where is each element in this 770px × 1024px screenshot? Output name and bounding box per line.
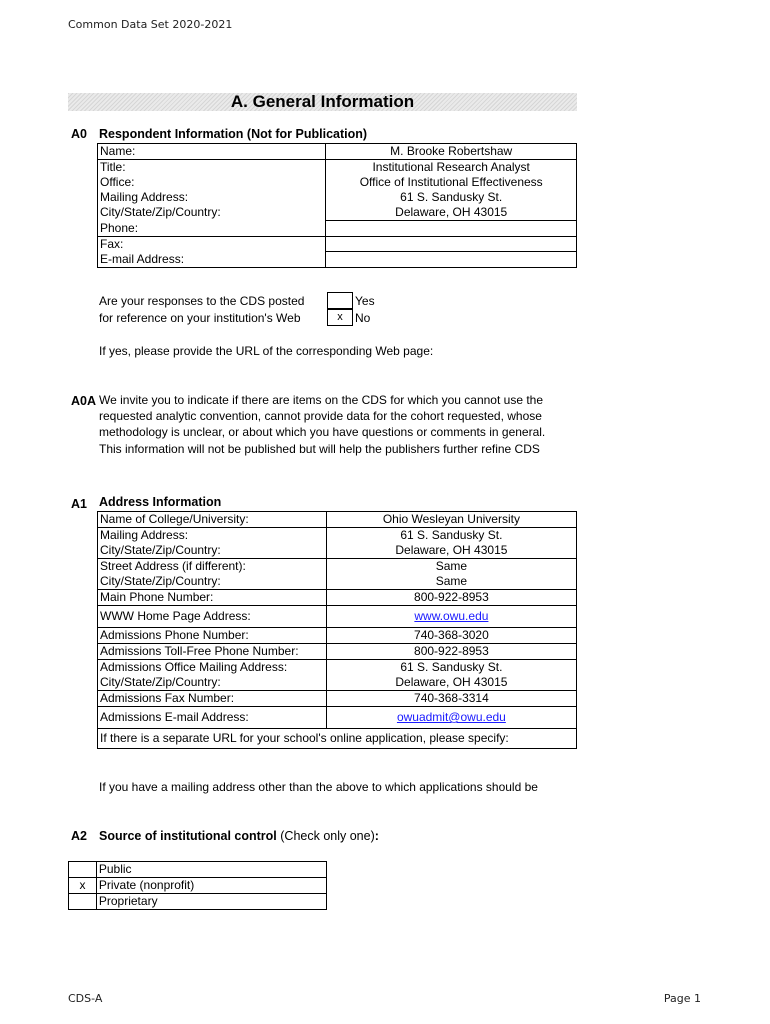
posted-question-line2: for reference on your institution's Web: [99, 311, 301, 325]
row-value: Office of Institutional Effectiveness: [326, 175, 577, 190]
url-prompt: If yes, please provide the URL of the corresponding Web page:: [99, 344, 434, 358]
row-label: Fax:: [98, 236, 326, 252]
table-row: [98, 628, 577, 644]
row-label: Title:: [98, 160, 326, 176]
a0a-line: requested analytic convention, cannot provide data for the cohort requested, whose: [99, 409, 542, 423]
row-value: [326, 252, 577, 268]
row-label: Office:: [98, 175, 326, 190]
document-header: Common Data Set 2020-2021: [68, 18, 233, 31]
row-value: Ohio Wesleyan University: [326, 512, 576, 528]
row-value: Delaware, OH 43015: [326, 205, 577, 221]
row-label: Name of College/University:: [98, 512, 327, 528]
table-row: [98, 707, 577, 729]
a2-control-table: [68, 861, 327, 910]
option-label: Proprietary: [96, 894, 326, 910]
option-checkbox[interactable]: x: [69, 878, 97, 894]
row-value: [326, 236, 577, 252]
table-row: [98, 543, 577, 559]
table-row: [98, 144, 577, 160]
home-page-link[interactable]: www.owu.edu: [414, 609, 489, 623]
a0a-line: methodology is unclear, or about which you have questions or comments in general.: [99, 425, 546, 439]
row-value: Institutional Research Analyst: [326, 160, 577, 176]
row-value: 800-922-8953: [326, 590, 576, 606]
no-checkbox[interactable]: x: [327, 309, 353, 326]
table-row: [98, 512, 577, 528]
admissions-email-link[interactable]: owuadmit@owu.edu: [396, 710, 506, 724]
row-value: 61 S. Sandusky St.: [326, 528, 576, 544]
a0-heading: Respondent Information (Not for Publication): [99, 127, 368, 141]
a1-address-table: [97, 511, 577, 749]
row-label: City/State/Zip/Country:: [98, 543, 327, 559]
a0a-line: We invite you to indicate if there are items on the CDS for which you cannot use the: [99, 393, 544, 407]
row-value: Delaware, OH 43015: [326, 675, 576, 691]
table-row: [98, 606, 577, 628]
table-row: [98, 160, 577, 176]
row-value: [326, 221, 577, 237]
row-label: City/State/Zip/Country:: [98, 205, 326, 221]
a0a-line: This information will not be published but will help the publishers further refine CDS: [99, 442, 540, 456]
row-label: Mailing Address:: [98, 528, 327, 544]
row-value: 61 S. Sandusky St.: [326, 660, 576, 676]
row-value: Same: [326, 559, 576, 575]
row-label: Main Phone Number:: [98, 590, 327, 606]
row-label: Name:: [98, 144, 326, 160]
table-row: [98, 559, 577, 575]
row-label: Phone:: [98, 221, 326, 237]
online-app-prompt: If there is a separate URL for your school's online application, please specify:: [98, 729, 577, 749]
table-row: [98, 675, 577, 691]
table-row: [98, 590, 577, 606]
table-row: [98, 644, 577, 660]
table-row: [98, 190, 577, 205]
table-row: [98, 691, 577, 707]
a1-code: A1: [71, 497, 87, 511]
table-row: [98, 175, 577, 190]
footer-left: CDS-A: [68, 992, 103, 1005]
section-title: A. General Information: [230, 92, 415, 111]
no-label: No: [355, 311, 371, 325]
option-label: Private (nonprofit): [96, 878, 326, 894]
option-checkbox[interactable]: [69, 862, 97, 878]
table-row: [98, 528, 577, 544]
table-row: [98, 574, 577, 590]
table-row: [98, 660, 577, 676]
row-value: M. Brooke Robertshaw: [326, 144, 577, 160]
row-label: Admissions Phone Number:: [98, 628, 327, 644]
mailing-prompt: If you have a mailing address other than the above to which applications should be: [99, 780, 538, 794]
row-value: 800-922-8953: [326, 644, 576, 660]
option-checkbox[interactable]: [69, 894, 97, 910]
table-row: [69, 862, 327, 878]
row-value: Delaware, OH 43015: [326, 543, 576, 559]
row-label: Street Address (if different):: [98, 559, 327, 575]
yes-label: Yes: [355, 294, 375, 308]
row-value: 740-368-3314: [326, 691, 576, 707]
table-row: [98, 729, 577, 749]
row-label: E-mail Address:: [98, 252, 326, 268]
row-value: Same: [326, 574, 576, 590]
row-value: 61 S. Sandusky St.: [326, 190, 577, 205]
row-label: Admissions Office Mailing Address:: [98, 660, 327, 676]
table-row: [98, 205, 577, 221]
table-row: [69, 894, 327, 910]
row-label: City/State/Zip/Country:: [98, 574, 327, 590]
a2-heading-rest: (Check only one): [276, 829, 375, 843]
row-value: [326, 707, 576, 729]
a0-respondent-table: [97, 143, 577, 268]
a0a-code: A0A: [71, 394, 97, 408]
yes-checkbox[interactable]: [327, 292, 353, 309]
option-label: Public: [96, 862, 326, 878]
row-label: WWW Home Page Address:: [98, 606, 327, 628]
row-label: Admissions Toll-Free Phone Number:: [98, 644, 327, 660]
row-label: Mailing Address:: [98, 190, 326, 205]
table-row: [69, 878, 327, 894]
a2-heading-colon: :: [374, 829, 379, 843]
posted-question-line1: Are your responses to the CDS posted: [99, 294, 305, 308]
table-row: [98, 221, 577, 237]
a2-heading: [99, 829, 379, 843]
a2-code: A2: [71, 829, 87, 843]
a1-heading: Address Information: [99, 495, 222, 509]
a2-heading-bold: Source of institutional control: [99, 829, 277, 843]
table-row: [98, 252, 577, 268]
section-title-bar: [68, 93, 577, 111]
row-value: 740-368-3020: [326, 628, 576, 644]
row-value: [326, 606, 576, 628]
row-label: Admissions Fax Number:: [98, 691, 327, 707]
row-label: City/State/Zip/Country:: [98, 675, 327, 691]
a0-code: A0: [71, 127, 87, 141]
table-row: [98, 236, 577, 252]
row-label: Admissions E-mail Address:: [98, 707, 327, 729]
page-number: Page 1: [663, 992, 701, 1005]
